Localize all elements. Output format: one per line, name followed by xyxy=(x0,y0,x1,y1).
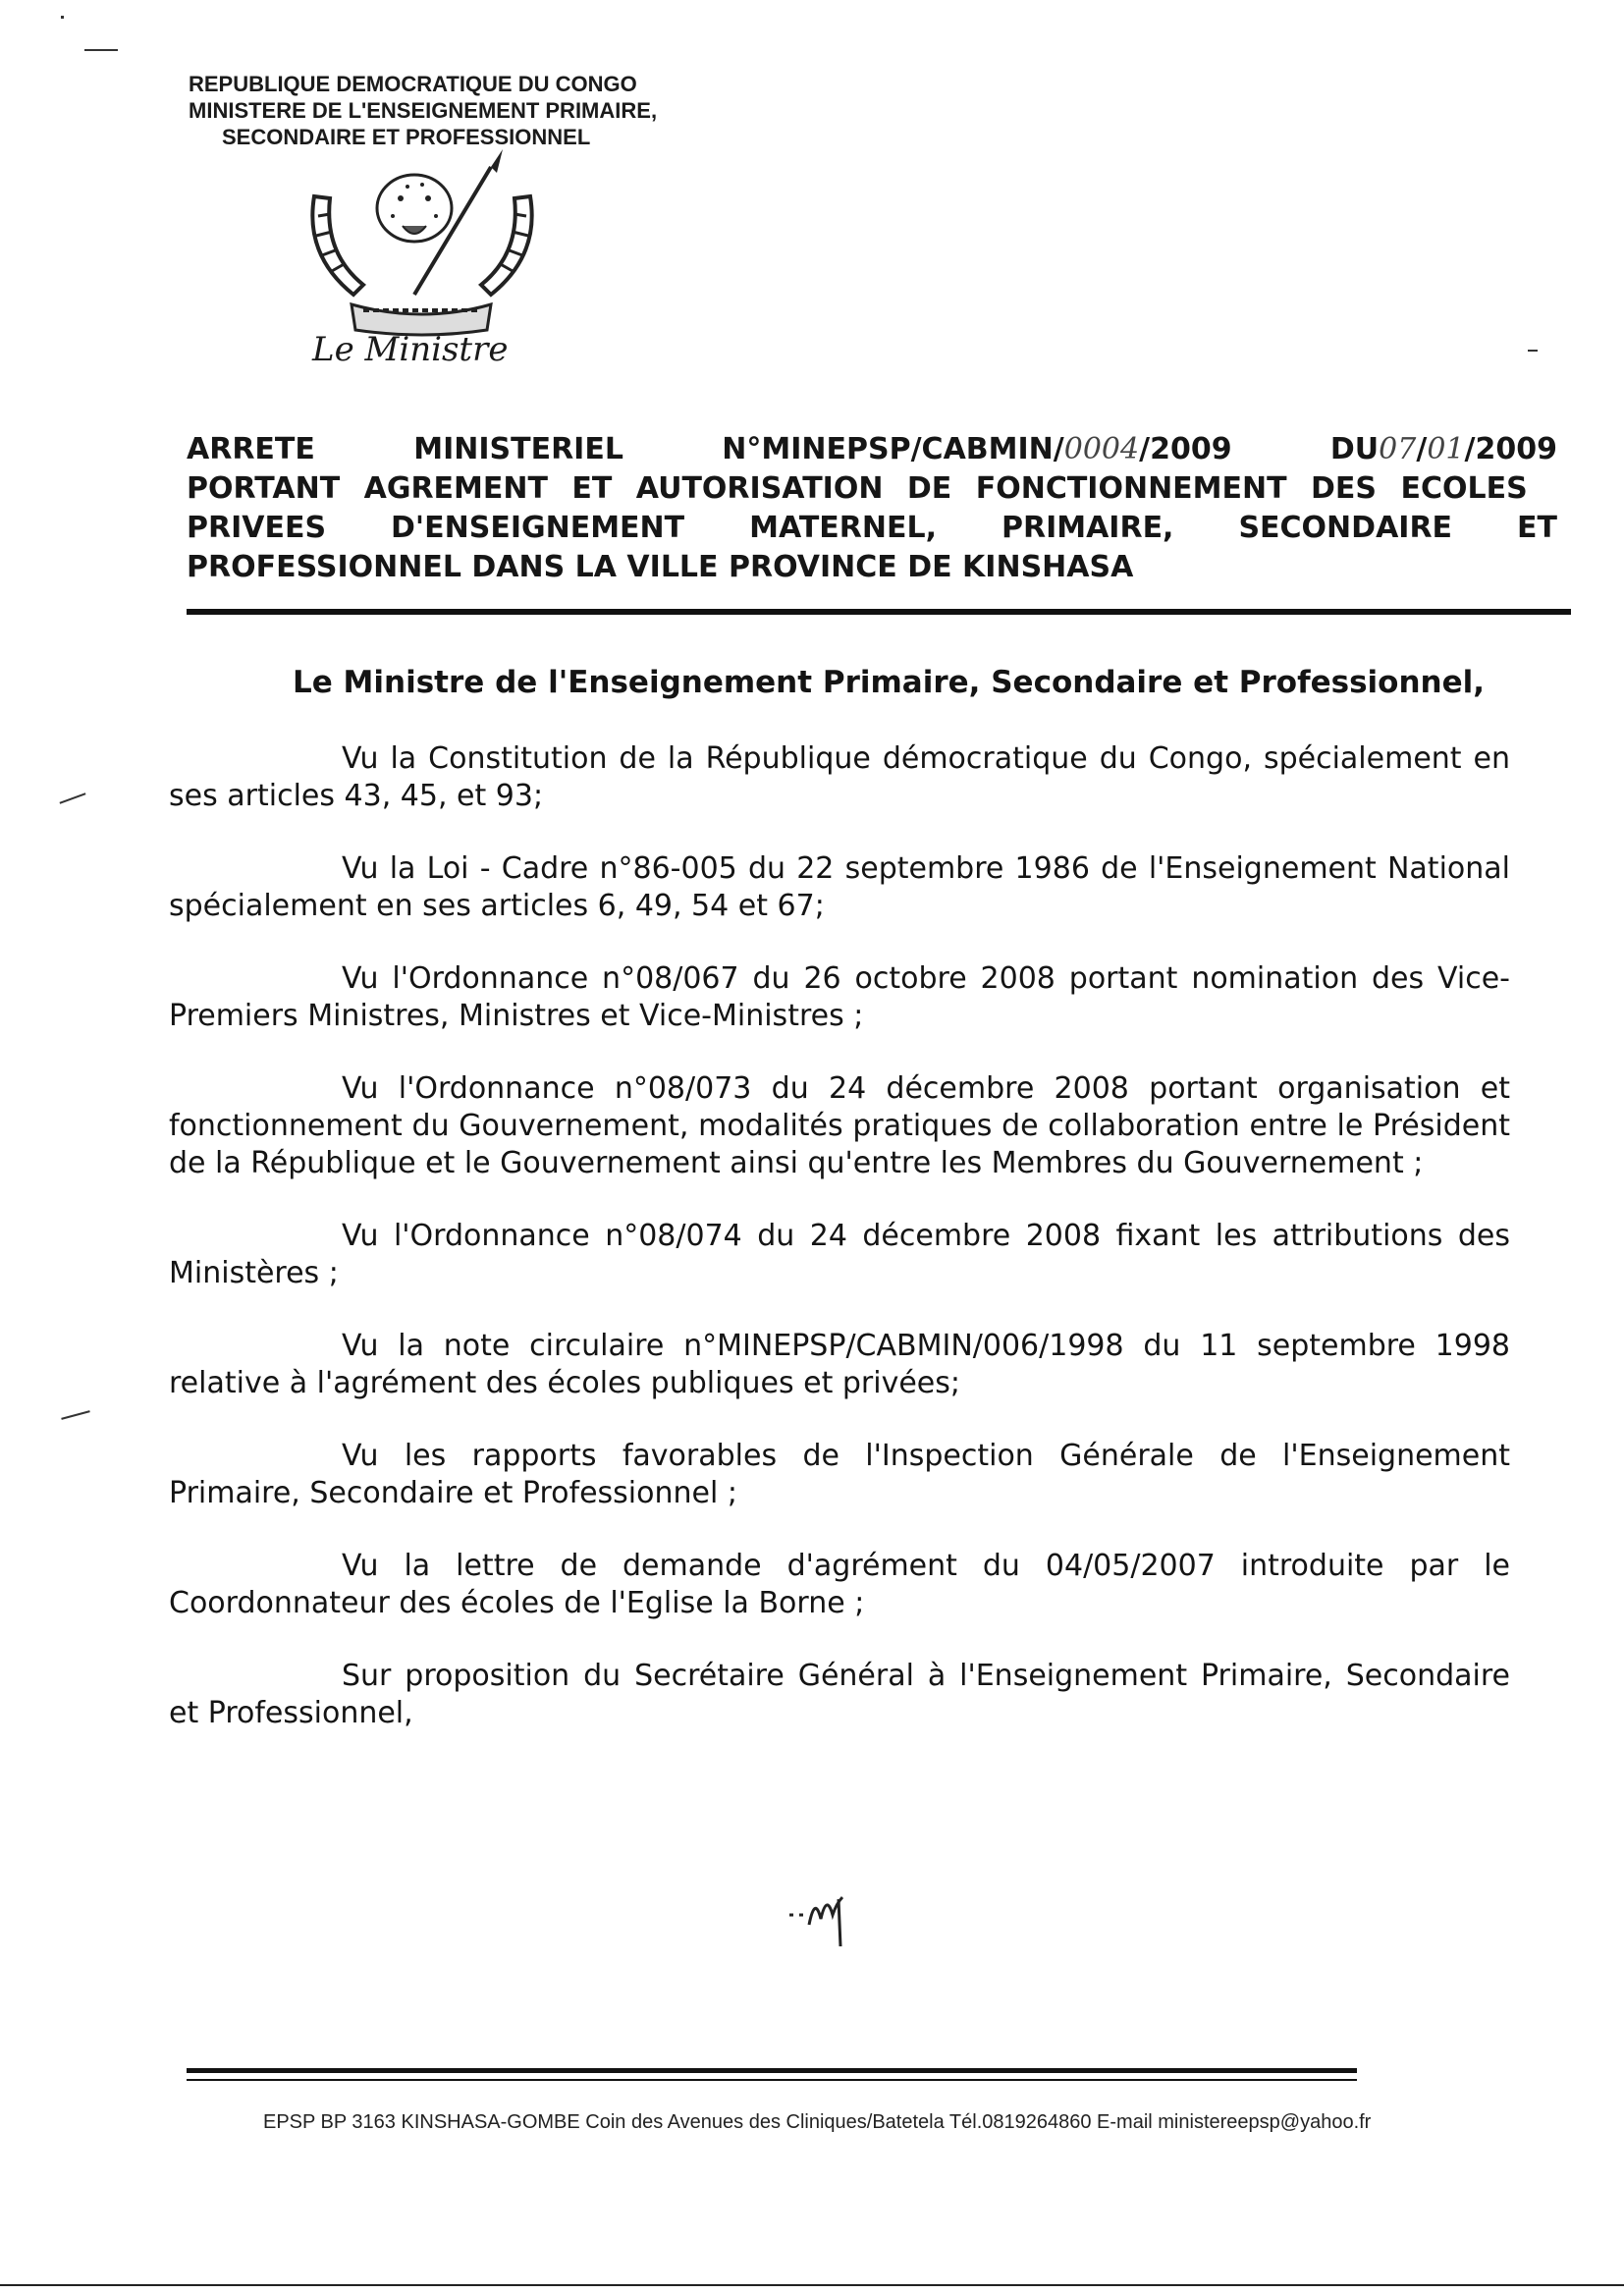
title-line-2 xyxy=(187,469,1557,509)
title-text: PORTANT AGREMENT ET AUTORISATION DE FONCTIONNEMENT DES ECOLES xyxy=(187,471,1528,506)
date-day-handwritten: 07 xyxy=(1379,432,1417,466)
title-word: D'ENSEIGNEMENT xyxy=(391,511,685,545)
handwritten-initials xyxy=(785,1885,864,1954)
recital-paragraph: Vu les rapports favorables de l'Inspection Générale de l'Enseignement Primaire, Secondaire et Professionnel ; xyxy=(169,1439,1510,1510)
footer-contact: EPSP BP 3163 KINSHASA-GOMBE Coin des Avenues des Cliniques/Batetela Tél.0819264860 E-mail ministereepsp@yahoo.fr xyxy=(263,2111,1372,2133)
decree-title xyxy=(187,430,1557,587)
coat-of-arms-emblem xyxy=(295,147,550,344)
body-subtitle: Le Ministre de l'Enseignement Primaire, Secondaire et Professionnel, xyxy=(292,665,1486,700)
title-text: PROFESSIONNEL DANS LA VILLE PROVINCE DE KINSHASA xyxy=(187,550,1134,584)
title-line-1 xyxy=(187,430,1557,469)
minister-signature-title: Le Ministre xyxy=(312,330,509,369)
title-word: MINISTERIEL xyxy=(413,432,623,466)
decree-body xyxy=(169,664,1510,1768)
letterhead-ministry: MINISTERE DE L'ENSEIGNEMENT PRIMAIRE, xyxy=(189,98,658,123)
reference-number-handwritten: 0004 xyxy=(1063,432,1140,466)
reference-year: /2009 xyxy=(1139,432,1232,466)
title-line-4 xyxy=(187,548,1557,587)
date-separator: / xyxy=(1416,432,1428,466)
recital-paragraph: Sur proposition du Secrétaire Général à l'Enseignement Primaire, Secondaire et Professionnel, xyxy=(169,1659,1510,1730)
recital-paragraph: Vu la Constitution de la République démocratique du Congo, spécialement en ses articles 43, 45, et 93; xyxy=(169,741,1510,813)
scan-speck xyxy=(1528,350,1538,352)
title-word: MATERNEL, xyxy=(749,511,938,545)
date-month-handwritten: 01 xyxy=(1427,432,1465,466)
recital-paragraph: Vu l'Ordonnance n°08/067 du 26 octobre 2008 portant nomination des Vice-Premiers Ministres, Ministres et Vice-Ministres ; xyxy=(169,961,1510,1033)
title-word: ET xyxy=(1517,511,1557,545)
recital-paragraph: Vu l'Ordonnance n°08/073 du 24 décembre 2008 portant organisation et fonctionnement du Gouvernement, modalités pratiques de collaboration entre le Président de la République et le Gouvernement ainsi qu'entre les Membres du Gouvernement ; xyxy=(169,1071,1510,1180)
title-word: PRIMAIRE, xyxy=(1001,511,1174,545)
date-year: /2009 xyxy=(1464,432,1557,466)
letterhead xyxy=(189,71,778,150)
date-prefix: DU xyxy=(1329,432,1380,466)
scan-speck xyxy=(61,16,64,19)
page-edge-line xyxy=(0,2284,1624,2286)
recital-paragraph: Vu l'Ordonnance n°08/074 du 24 décembre 2008 fixant les attributions des Ministères ; xyxy=(169,1219,1510,1290)
scan-speck xyxy=(61,1410,89,1420)
recital-paragraph: Vu la note circulaire n°MINEPSP/CABMIN/006/1998 du 11 septembre 1998 relative à l'agrément des écoles publiques et privées; xyxy=(169,1329,1510,1400)
letterhead-country: REPUBLIQUE DEMOCRATIQUE DU CONGO xyxy=(189,72,637,96)
letterhead-ministry-cont: SECONDAIRE ET PROFESSIONNEL xyxy=(222,125,591,149)
decree-reference xyxy=(722,430,1231,469)
title-word: PRIVEES xyxy=(187,511,327,545)
title-line-3 xyxy=(187,509,1557,548)
title-divider xyxy=(187,609,1571,615)
scan-speck xyxy=(84,49,118,51)
title-word: SECONDAIRE xyxy=(1238,511,1453,545)
title-word: ARRETE xyxy=(187,432,315,466)
footer-divider xyxy=(187,2068,1357,2073)
recital-paragraph: Vu la lettre de demande d'agrément du 04/05/2007 introduite par le Coordonnateur des écoles de l'Eglise la Borne ; xyxy=(169,1549,1510,1620)
recital-paragraph: Vu la Loi - Cadre n°86-005 du 22 septembre 1986 de l'Enseignement National spécialement en ses articles 6, 49, 54 et 67; xyxy=(169,851,1510,923)
scan-speck xyxy=(60,792,86,803)
decree-date xyxy=(1330,430,1557,469)
footer-divider-thin xyxy=(187,2079,1357,2081)
reference-prefix: N°MINEPSP/CABMIN/ xyxy=(722,432,1064,466)
